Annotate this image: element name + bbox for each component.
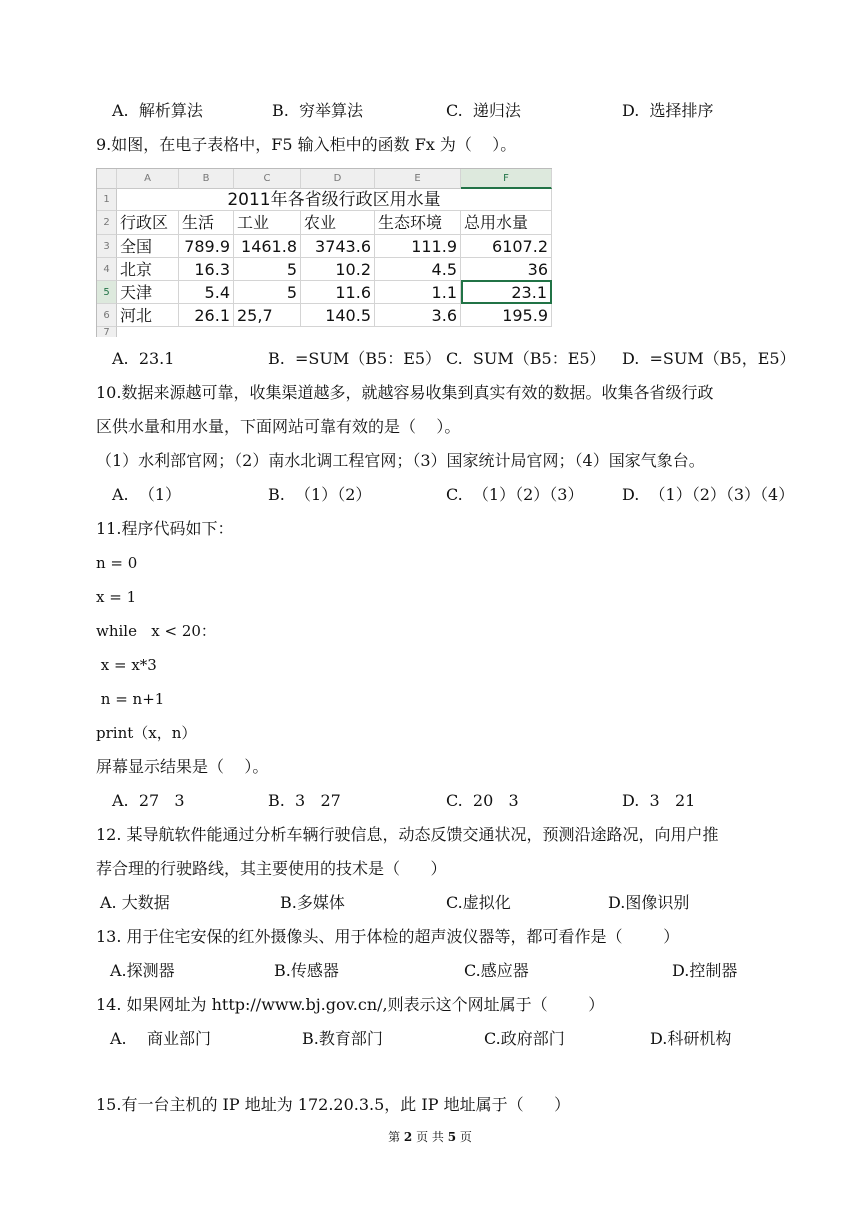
table-cell: 3.6 xyxy=(375,304,461,327)
table-cell: 789.9 xyxy=(179,235,234,258)
table-cell: 5.4 xyxy=(179,281,234,304)
q10-options xyxy=(96,484,796,506)
header-cell: 工业 xyxy=(234,211,301,235)
table-cell: 全国 xyxy=(117,235,179,258)
q10-option-d: D. （1）（2）（3）（4） xyxy=(622,485,795,504)
footer-suffix: 页 xyxy=(456,1130,472,1144)
table-cell: 3743.6 xyxy=(301,235,375,258)
q8-option-b: B. 穷举算法 xyxy=(272,101,364,120)
q14-question: 14. 如果网址为 http://www.bj.gov.cn/,则表示这个网址属于（ ） xyxy=(96,995,605,1014)
header-cell: 生活 xyxy=(179,211,234,235)
sheet-title-cell: 2011年各省级行政区用水量 xyxy=(117,189,552,211)
q13-option-c: C.感应器 xyxy=(464,961,529,980)
q11-option-a: A. 27 3 xyxy=(112,791,185,810)
q10-sources: （1）水利部官网；（2）南水北调工程官网；（3）国家统计局官网；（4）国家气象台。 xyxy=(96,451,705,470)
q8-option-c: C. 递归法 xyxy=(446,101,521,120)
q13-option-a: A.探测器 xyxy=(110,961,175,980)
table-cell: 6107.2 xyxy=(461,235,552,258)
q13-option-b: B.传感器 xyxy=(274,961,339,980)
col-header-e: E xyxy=(375,169,461,189)
q11-option-c: C. 20 3 xyxy=(446,791,519,810)
q10-option-c: C. （1）（2）（3） xyxy=(446,485,584,504)
q9-option-b: B. =SUM（B5：E5） xyxy=(268,349,442,368)
col-header-b: B xyxy=(179,169,234,189)
q12-option-b: B.多媒体 xyxy=(280,893,345,912)
footer-total-pages: 5 xyxy=(447,1130,457,1144)
q15-question: 15.有一台主机的 IP 地址为 172.20.3.5，此 IP 地址属于（ ） xyxy=(96,1095,571,1114)
row-number: 7 xyxy=(97,327,117,337)
header-cell: 农业 xyxy=(301,211,375,235)
row-number: 4 xyxy=(97,258,117,281)
q12-option-c: C.虚拟化 xyxy=(446,893,511,912)
table-cell: 北京 xyxy=(117,258,179,281)
q9-option-a: A. 23.1 xyxy=(112,349,175,368)
q10-question-line2: 区供水量和用水量，下面网站可靠有效的是（ ）。 xyxy=(96,417,461,436)
table-cell: 1461.8 xyxy=(234,235,301,258)
q13-option-d: D.控制器 xyxy=(672,961,738,980)
code-line: x = x*3 xyxy=(96,656,157,674)
table-cell: 195.9 xyxy=(461,304,552,327)
q10-option-a: A. （1） xyxy=(112,485,181,504)
col-header-a: A xyxy=(117,169,179,189)
header-cell: 行政区 xyxy=(117,211,179,235)
q12-question-line1: 12. 某导航软件能通过分析车辆行驶信息，动态反馈交通状况，预测沿途路况，向用户推 xyxy=(96,825,719,844)
table-cell: 4.5 xyxy=(375,258,461,281)
q9-option-c: C. SUM（B5：E5） xyxy=(446,349,606,368)
header-cell: 总用水量 xyxy=(461,211,552,235)
footer-page-number: 2 xyxy=(403,1130,413,1144)
q9-question: 9.如图，在电子表格中，F5 输入柜中的函数 Fx 为（ ）。 xyxy=(96,135,517,154)
q9-option-d: D. =SUM（B5，E5） xyxy=(622,349,796,368)
table-cell: 111.9 xyxy=(375,235,461,258)
q14-option-b: B.教育部门 xyxy=(302,1029,383,1048)
q12-option-d: D.图像识别 xyxy=(608,893,690,912)
table-cell: 5 xyxy=(234,258,301,281)
table-cell: 11.6 xyxy=(301,281,375,304)
col-header-d: D xyxy=(301,169,375,189)
table-cell: 25,7 xyxy=(234,304,301,327)
code-line: n = 0 xyxy=(96,554,138,572)
header-cell: 生态环境 xyxy=(375,211,461,235)
active-cell-f5[interactable]: 23.1 xyxy=(461,280,552,304)
q12-options xyxy=(96,892,796,914)
spreadsheet-figure xyxy=(96,168,552,337)
q11-options xyxy=(96,790,796,812)
table-cell: 5 xyxy=(234,281,301,304)
q8-options xyxy=(96,100,796,122)
table-cell: 140.5 xyxy=(301,304,375,327)
q13-options xyxy=(96,960,796,982)
q12-option-a: A. 大数据 xyxy=(100,893,170,912)
q12-question-line2: 荐合理的行驶路线，其主要使用的技术是（ ） xyxy=(96,859,447,878)
sheet-corner xyxy=(97,169,117,189)
row-number: 5 xyxy=(97,281,117,304)
q8-option-a: A. 解析算法 xyxy=(112,101,203,120)
q11-option-d: D. 3 21 xyxy=(622,791,696,810)
code-line: n = n+1 xyxy=(96,690,165,708)
table-cell: 1.1 xyxy=(375,281,461,304)
col-header-f: F xyxy=(461,169,552,189)
table-cell: 36 xyxy=(461,258,552,281)
col-header-c: C xyxy=(234,169,301,189)
table-cell: 26.1 xyxy=(179,304,234,327)
row-number: 1 xyxy=(97,189,117,211)
q14-options xyxy=(96,1028,796,1050)
q9-options xyxy=(96,348,796,370)
q10-option-b: B. （1）（2） xyxy=(268,485,372,504)
q8-option-d: D. 选择排序 xyxy=(622,101,714,120)
q11-prompt: 屏幕显示结果是（ ）。 xyxy=(96,757,269,776)
q11-option-b: B. 3 27 xyxy=(268,791,341,810)
table-cell: 天津 xyxy=(117,281,179,304)
table-cell: 河北 xyxy=(117,304,179,327)
q14-option-a: A. 商业部门 xyxy=(110,1029,211,1048)
q10-question-line1: 10.数据来源越可靠，收集渠道越多，就越容易收集到真实有效的数据。收集各省级行政 xyxy=(96,383,714,402)
code-line: print（x，n） xyxy=(96,724,197,742)
row-number: 2 xyxy=(97,211,117,235)
q13-question: 13. 用于住宅安保的红外摄像头、用于体检的超声波仪器等，都可看作是（ ） xyxy=(96,927,680,946)
table-cell: 16.3 xyxy=(179,258,234,281)
code-line: while x < 20： xyxy=(96,622,216,640)
q11-question: 11.程序代码如下： xyxy=(96,519,234,538)
q14-option-c: C.政府部门 xyxy=(484,1029,565,1048)
footer-prefix: 第 xyxy=(388,1130,404,1144)
row-number: 6 xyxy=(97,304,117,327)
q14-option-d: D.科研机构 xyxy=(650,1029,732,1048)
row-number: 3 xyxy=(97,235,117,258)
footer-middle: 页 共 xyxy=(412,1130,448,1144)
page-footer xyxy=(0,1128,860,1145)
table-cell: 10.2 xyxy=(301,258,375,281)
code-line: x = 1 xyxy=(96,588,137,606)
